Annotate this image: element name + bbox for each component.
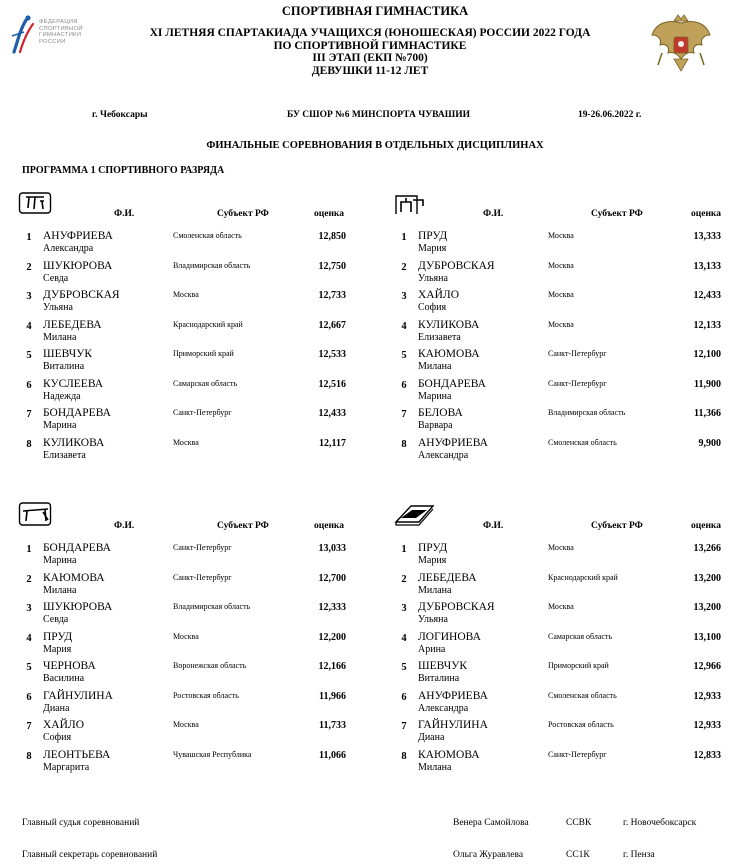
athlete-score: 12,333: [318, 602, 346, 613]
result-row: [18, 601, 373, 631]
result-row: [393, 348, 748, 378]
result-row: [393, 542, 748, 572]
rank: 7: [401, 409, 407, 420]
athlete-name: Диана: [43, 702, 70, 714]
athlete-region: Санкт-Петербург: [173, 543, 232, 552]
official-role: Главный секретарь соревнований: [22, 850, 158, 860]
col-header-region: Субъект РФ: [217, 521, 269, 531]
athlete-region: Санкт-Петербург: [173, 408, 232, 417]
sport-title: СПОРТИВНАЯ ГИМНАСТИКА: [281, 4, 469, 18]
result-row: [393, 319, 748, 349]
athlete-name: Милана: [418, 361, 452, 372]
athlete-region: Ростовская область: [548, 720, 614, 729]
rank: 1: [26, 232, 32, 243]
athlete-surname: КУСЛЕЕВА: [43, 377, 104, 390]
col-header-score: оценка: [691, 209, 721, 219]
col-header-score: оценка: [314, 521, 344, 531]
rank: 2: [401, 573, 407, 585]
official-category: ССВК: [566, 818, 592, 828]
athlete-surname: ДУБРОВСКАЯ: [418, 601, 495, 613]
result-row: [393, 230, 748, 260]
rank: 1: [401, 544, 407, 555]
rank: 8: [401, 750, 407, 762]
gymnast-logo-icon: [10, 14, 36, 54]
athlete-name: Севда: [43, 614, 69, 625]
official-city: г. Пенза: [623, 850, 655, 860]
program-title: ПРОГРАММА 1 СПОРТИВНОГО РАЗРЯДА: [22, 165, 225, 176]
athlete-name: София: [43, 732, 72, 743]
event-title: XI ЛЕТНЯЯ СПАРТАКИАДА УЧАЩИХСЯ (ЮНОШЕСКАЯ) РОССИИ 2022 ГОДА ПО СПОРТИВНОЙ ГИМНАСТИКЕ III ЭТАП (ЕКП №700) ДЕВУШКИ 11-12 ЛЕТ: [149, 27, 591, 77]
result-row: [393, 289, 748, 319]
rank: 5: [401, 662, 407, 673]
athlete-score: 12,933: [693, 690, 721, 702]
athlete-region: Краснодарский край: [548, 572, 618, 582]
athlete-surname: ДУБРОВСКАЯ: [43, 289, 120, 301]
result-row: [18, 437, 373, 467]
athlete-name: Александра: [418, 449, 469, 461]
athlete-name: Диана: [418, 732, 445, 743]
athlete-score: 13,033: [318, 543, 346, 554]
athlete-score: 12,433: [693, 290, 721, 301]
result-row: [18, 378, 373, 408]
rank: 3: [26, 603, 32, 614]
rank: 6: [26, 379, 32, 391]
athlete-name: Ульяна: [43, 302, 73, 313]
athlete-surname: БОНДАРЕВА: [43, 542, 111, 554]
athlete-name: Варвара: [418, 420, 453, 431]
athlete-score: 13,200: [693, 602, 721, 613]
athlete-region: Чувашская Республика: [173, 749, 252, 759]
athlete-score: 11,733: [319, 720, 346, 731]
athlete-region: Смоленская область: [548, 690, 617, 700]
athlete-region: Москва: [548, 260, 574, 270]
meta-city: г. Чебоксары: [92, 110, 148, 120]
rank: 8: [401, 438, 407, 450]
meta-venue: БУ СШОР №6 МИНСПОРТА ЧУВАШИИ: [287, 110, 470, 120]
athlete-surname: ХАЙЛО: [418, 289, 460, 301]
athlete-surname: ПРУД: [43, 630, 73, 643]
rank: 7: [401, 721, 407, 732]
rank: 4: [26, 320, 32, 332]
athlete-surname: АНУФРИЕВА: [43, 230, 113, 242]
athlete-surname: ЛЕБЕДЕВА: [418, 571, 477, 584]
official-role: Главный судья соревнований: [22, 818, 140, 828]
athlete-name: Милана: [418, 761, 452, 773]
athlete-surname: ДУБРОВСКАЯ: [418, 259, 495, 272]
athlete-region: Москва: [548, 319, 574, 329]
official-city: г. Новочебоксарск: [623, 818, 697, 828]
athlete-region: Смоленская область: [548, 437, 617, 447]
athlete-region: Владимирская область: [548, 408, 626, 417]
result-row: [18, 631, 373, 661]
meta-dates: 19-26.06.2022 г.: [578, 110, 642, 120]
athlete-region: Владимирская область: [173, 260, 251, 270]
rank: 2: [26, 573, 32, 585]
col-header-score: оценка: [691, 521, 721, 531]
athlete-surname: ШУКЮРОВА: [43, 259, 113, 272]
athlete-name: Мария: [43, 643, 72, 655]
athlete-surname: ПРУД: [418, 542, 448, 554]
vault-icon: [393, 188, 429, 216]
athlete-region: Приморский край: [548, 661, 609, 670]
athlete-region: Москва: [173, 631, 199, 641]
result-row: [18, 690, 373, 720]
athlete-surname: ЧЕРНОВА: [43, 660, 96, 672]
athlete-score: 12,833: [693, 749, 721, 761]
athlete-score: 13,100: [693, 631, 721, 643]
athlete-surname: АНУФРИЕВА: [418, 689, 488, 702]
section-title: ФИНАЛЬНЫЕ СОРЕВНОВАНИЯ В ОТДЕЛЬНЫХ ДИСЦИПЛИНАХ: [206, 140, 544, 151]
athlete-surname: БОНДАРЕВА: [43, 407, 111, 419]
rank: 6: [401, 691, 407, 703]
athlete-score: 12,516: [318, 378, 346, 390]
athlete-name: Арина: [418, 643, 446, 655]
athlete-name: Василина: [43, 673, 85, 684]
rank: 7: [26, 721, 32, 732]
athlete-region: Санкт-Петербург: [173, 572, 232, 582]
rank: 8: [26, 750, 32, 762]
floor-exercise-icon: [393, 500, 429, 528]
athlete-region: Москва: [548, 543, 574, 552]
rank: 3: [26, 291, 32, 302]
rank: 8: [26, 438, 32, 450]
athlete-region: Москва: [173, 720, 199, 729]
col-header-name: Ф.И.: [483, 209, 504, 219]
athlete-score: 11,900: [694, 378, 721, 390]
rank: 5: [26, 662, 32, 673]
athlete-name: Александра: [43, 243, 94, 254]
athlete-name: Марина: [43, 420, 77, 431]
athlete-region: Приморский край: [173, 349, 234, 358]
athlete-surname: КАЮМОВА: [418, 748, 480, 761]
uneven-bars-icon: [18, 188, 54, 216]
athlete-surname: ЛОГИНОВА: [418, 630, 481, 643]
result-row: [18, 289, 373, 319]
col-header-score: оценка: [314, 209, 344, 219]
athlete-name: Елизавета: [43, 449, 86, 461]
athlete-score: 9,900: [698, 437, 721, 449]
athlete-score: 11,966: [319, 690, 346, 702]
athlete-region: Москва: [548, 290, 574, 299]
athlete-name: Ульяна: [418, 614, 448, 625]
athlete-name: Мария: [418, 555, 447, 566]
athlete-region: Санкт-Петербург: [548, 749, 607, 759]
athlete-surname: ХАЙЛО: [43, 719, 85, 731]
athlete-region: Воронежская область: [173, 661, 247, 670]
athlete-region: Москва: [548, 602, 574, 611]
athlete-surname: ГАЙНУЛИНА: [418, 719, 488, 731]
athlete-name: Милана: [43, 331, 77, 343]
result-row: [393, 572, 748, 602]
col-header-name: Ф.И.: [483, 521, 504, 531]
athlete-name: Виталина: [43, 361, 85, 372]
athlete-score: 13,133: [693, 260, 721, 272]
rank: 3: [401, 291, 407, 302]
rank: 5: [401, 350, 407, 361]
result-row: [393, 260, 748, 290]
athlete-surname: ШУКЮРОВА: [43, 601, 113, 613]
result-row: [18, 348, 373, 378]
rank: 2: [26, 261, 32, 273]
rank: 5: [26, 350, 32, 361]
result-row: [18, 719, 373, 749]
athlete-score: 13,200: [693, 572, 721, 584]
official-name: Венера Самойлова: [453, 818, 529, 828]
athlete-region: Санкт-Петербург: [548, 378, 607, 388]
athlete-surname: КАЮМОВА: [418, 348, 480, 360]
athlete-score: 12,133: [693, 319, 721, 331]
federation-logo-text: ФЕДЕРАЦИЯ СПОРТИВНОЙ ГИМНАСТИКИ РОССИИ: [39, 19, 83, 45]
result-row: [393, 378, 748, 408]
athlete-score: 13,333: [693, 231, 721, 242]
athlete-name: Маргарита: [43, 761, 90, 773]
result-row: [393, 407, 748, 437]
athlete-name: Марина: [418, 390, 452, 402]
athlete-region: Владимирская область: [173, 602, 251, 611]
result-row: [393, 719, 748, 749]
official-category: СС1К: [566, 850, 590, 860]
athlete-name: Милана: [418, 584, 452, 596]
col-header-region: Субъект РФ: [591, 209, 643, 219]
rank: 4: [26, 632, 32, 644]
athlete-region: Смоленская область: [173, 231, 242, 240]
athlete-name: Милана: [43, 584, 77, 596]
athlete-name: Марина: [43, 555, 77, 566]
athlete-score: 12,733: [318, 290, 346, 301]
result-row: [393, 690, 748, 720]
col-header-region: Субъект РФ: [591, 521, 643, 531]
athlete-score: 11,366: [694, 408, 721, 419]
athlete-surname: КУЛИКОВА: [43, 436, 105, 449]
rank: 1: [401, 232, 407, 243]
athlete-surname: ПРУД: [418, 230, 448, 242]
athlete-surname: ЛЕОНТЬЕВА: [43, 748, 111, 761]
result-row: [393, 437, 748, 467]
athlete-score: 12,533: [318, 349, 346, 360]
athlete-score: 12,433: [318, 408, 346, 419]
athlete-score: 12,117: [319, 437, 346, 449]
result-row: [18, 230, 373, 260]
athlete-name: Елизавета: [418, 331, 461, 343]
rank: 4: [401, 320, 407, 332]
athlete-score: 11,066: [319, 749, 346, 761]
athlete-region: Самарская область: [548, 631, 613, 641]
athlete-region: Москва: [173, 290, 199, 299]
ministry-emblem-icon: [648, 13, 714, 79]
balance-beam-icon: [18, 500, 54, 528]
athlete-surname: БЕЛОВА: [418, 407, 463, 419]
result-row: [18, 260, 373, 290]
athlete-name: София: [418, 302, 447, 313]
result-row: [18, 407, 373, 437]
athlete-region: Ростовская область: [173, 690, 239, 700]
athlete-surname: БОНДАРЕВА: [418, 377, 486, 390]
athlete-name: Надежда: [43, 390, 81, 402]
athlete-surname: ЛЕБЕДЕВА: [43, 318, 102, 331]
athlete-surname: АНУФРИЕВА: [418, 436, 488, 449]
rank: 3: [401, 603, 407, 614]
rank: 6: [26, 691, 32, 703]
athlete-region: Самарская область: [173, 378, 238, 388]
result-row: [18, 542, 373, 572]
athlete-surname: КАЮМОВА: [43, 571, 105, 584]
result-row: [393, 749, 748, 779]
athlete-surname: ШЕВЧУК: [43, 348, 93, 360]
result-row: [18, 572, 373, 602]
athlete-score: 13,266: [693, 543, 721, 554]
athlete-score: 12,100: [693, 349, 721, 360]
athlete-region: Краснодарский край: [173, 319, 243, 329]
athlete-score: 12,667: [318, 319, 346, 331]
result-row: [393, 631, 748, 661]
athlete-score: 12,166: [318, 661, 346, 672]
athlete-surname: КУЛИКОВА: [418, 318, 480, 331]
athlete-surname: ГАЙНУЛИНА: [43, 689, 113, 702]
rank: 4: [401, 632, 407, 644]
col-header-name: Ф.И.: [114, 521, 135, 531]
rank: 6: [401, 379, 407, 391]
athlete-region: Москва: [173, 437, 199, 447]
athlete-name: Мария: [418, 243, 447, 254]
rank: 2: [401, 261, 407, 273]
athlete-score: 12,700: [318, 572, 346, 584]
col-header-name: Ф.И.: [114, 209, 135, 219]
athlete-region: Москва: [548, 231, 574, 240]
athlete-name: Ульяна: [418, 272, 448, 284]
result-row: [393, 601, 748, 631]
athlete-surname: ШЕВЧУК: [418, 660, 468, 672]
athlete-region: Санкт-Петербург: [548, 349, 607, 358]
official-name: Ольга Журавлева: [453, 850, 524, 860]
federation-logo: [10, 14, 110, 62]
athlete-score: 12,966: [693, 661, 721, 672]
athlete-score: 12,850: [318, 231, 346, 242]
athlete-score: 12,933: [693, 720, 721, 731]
result-row: [18, 749, 373, 779]
col-header-region: Субъект РФ: [217, 209, 269, 219]
athlete-score: 12,750: [318, 260, 346, 272]
result-row: [393, 660, 748, 690]
result-row: [18, 319, 373, 349]
result-row: [18, 660, 373, 690]
athlete-name: Севда: [43, 272, 69, 284]
athlete-name: Александра: [418, 702, 469, 714]
athlete-name: Виталина: [418, 673, 460, 684]
rank: 1: [26, 544, 32, 555]
rank: 7: [26, 409, 32, 420]
athlete-score: 12,200: [318, 631, 346, 643]
